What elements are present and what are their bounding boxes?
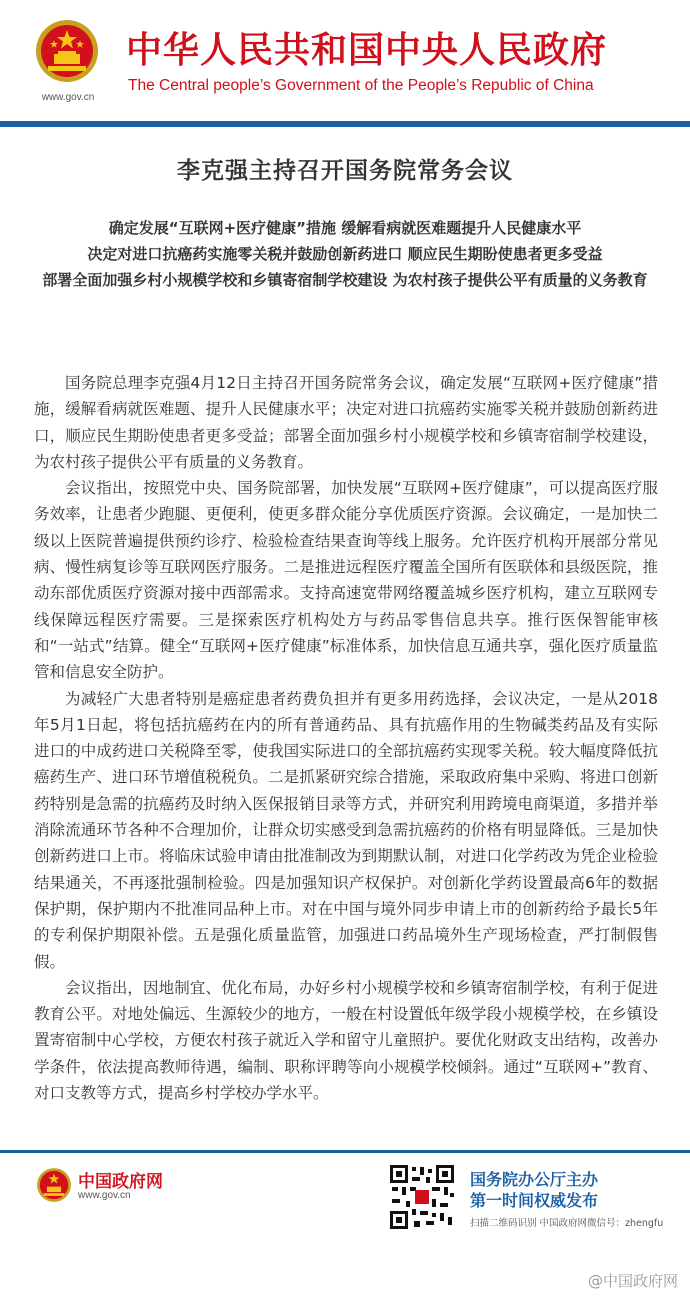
national-emblem-icon — [36, 1167, 72, 1203]
header-title-en: The Central people’s Government of the People’s Republic of China — [128, 77, 594, 94]
footer-host-line2: 第一时间权威发布 — [470, 1191, 599, 1210]
header-title-cn: 中华人民共和国中央人民政府 — [126, 30, 608, 71]
site-header — [0, 0, 690, 118]
article-paragraph: 会议指出，因地制宜、优化布局，办好乡村小规模学校和乡镇寄宿制学校，有利于促进教育公平。对地处偏远、生源较少的地方，一般在村设置低年级学段小规模学校，在乡镇设置寄宿制中心学校，方便农村孩子就近入学和留守儿童照护。要优化财政支出结构，改善办学条件，依法提高教师待遇，编制、职称评聘等向小规模学校倾斜。通过“互联网+”教育、对口支教等方式，提高乡村学校办学水平。 — [34, 978, 658, 1103]
article-subtitles — [34, 215, 656, 293]
article-paragraph: 为减轻广大患者特别是癌症患者药费负担并有更多用药选择，会议决定，一是从2018年5月1日起，将包括抗癌药在内的所有普通药品、具有抗癌作用的生物碱类药品及有实际进口的中成药进口关税降至零，使我国实际进口的全部抗癌药实现零关税。较大幅度降低抗癌药生产、进口环节增值税税负。二是抓紧研究综合措施，采取政府集中采购、将进口创新药特别是急需的抗癌药及时纳入医保报销目录等方式，并研究利用跨境电商渠道，多措并举消除流通环节各种不合理加价，让群众切实感受到急需抗癌药的价格有明显降低。三是加快创新药进口上市。将临床试验申请由批准制改为到期默认制，对进口化学药改为凭企业检验结果通关，不再逐批强制检验。四是加强知识产权保护。对创新化学药设置最高6年的数据保护期，保护期内不批准同品种上市。对在中国与境外同步申请上市的创新药给予最长5年的专利保护期限补偿。五是强化质量监管，加强进口药品境外生产现场检查，严打制假售假。 — [34, 689, 658, 971]
article-paragraph: 会议指出，按照党中央、国务院部署，加快发展“互联网+医疗健康”，可以提高医疗服务效率，让患者少跑腿、更便利，使更多群众能分享优质医疗资源。会议确定，一是加快二级以上医院普遍提供预约诊疗、检验检查结果查询等线上服务。允许医疗机构开展部分常见病、慢性病复诊等互联网医疗服务。二是推进远程医疗覆盖全国所有医联体和县级医院，推动东部优质医疗资源对接中西部需求。支持高速宽带网络覆盖城乡医疗机构，建立互联网专线保障远程医疗需要。三是探索医疗机构处方与药品零售信息共享。推行医保智能审核和“一站式”结算。健全“互联网+医疗健康”标准体系，加快信息互通共享，强化医疗质量监管和信息安全防护。 — [34, 479, 658, 682]
footer-host-line1: 国务院办公厅主办 — [470, 1170, 599, 1189]
national-emblem-icon — [34, 18, 100, 84]
footer-site-name[interactable]: 中国政府网 — [78, 1172, 163, 1192]
header-divider — [0, 121, 690, 127]
article-paragraph: 国务院总理李克强4月12日主持召开国务院常务会议，确定发展“互联网+医疗健康”措施，缓解看病就医难题、提升人民健康水平；决定对进口抗癌药实施零关税并鼓励创新药进口，顺应民生期盼使患者更多受益；部署全面加强乡村小规模学校和乡镇寄宿制学校建设，为农村孩子提供公平有质量的义务教育。 — [34, 374, 658, 471]
site-footer — [0, 1153, 690, 1299]
article-subtitle: 决定对进口抗癌药实施零关税并鼓励创新药进口 顺应民生期盼使患者更多受益 — [87, 245, 603, 263]
article-subtitle: 部署全面加强乡村小规模学校和乡镇寄宿制学校建设 为农村孩子提供公平有质量的义务教育 — [42, 271, 648, 289]
weibo-watermark: @中国政府网 — [587, 1272, 678, 1290]
header-site-url[interactable]: www.gov.cn — [41, 92, 95, 103]
article-body — [34, 370, 658, 1106]
qr-code-icon[interactable] — [388, 1163, 456, 1231]
article-subtitle: 确定发展“互联网+医疗健康”措施 缓解看病就医难题提升人民健康水平 — [108, 219, 582, 237]
footer-scan-text: 扫描二维码识别 中国政府网微信号：zhengfu — [470, 1218, 664, 1229]
footer-site-url[interactable]: www.gov.cn — [78, 1190, 131, 1201]
article-title: 李克强主持召开国务院常务会议 — [177, 158, 513, 184]
